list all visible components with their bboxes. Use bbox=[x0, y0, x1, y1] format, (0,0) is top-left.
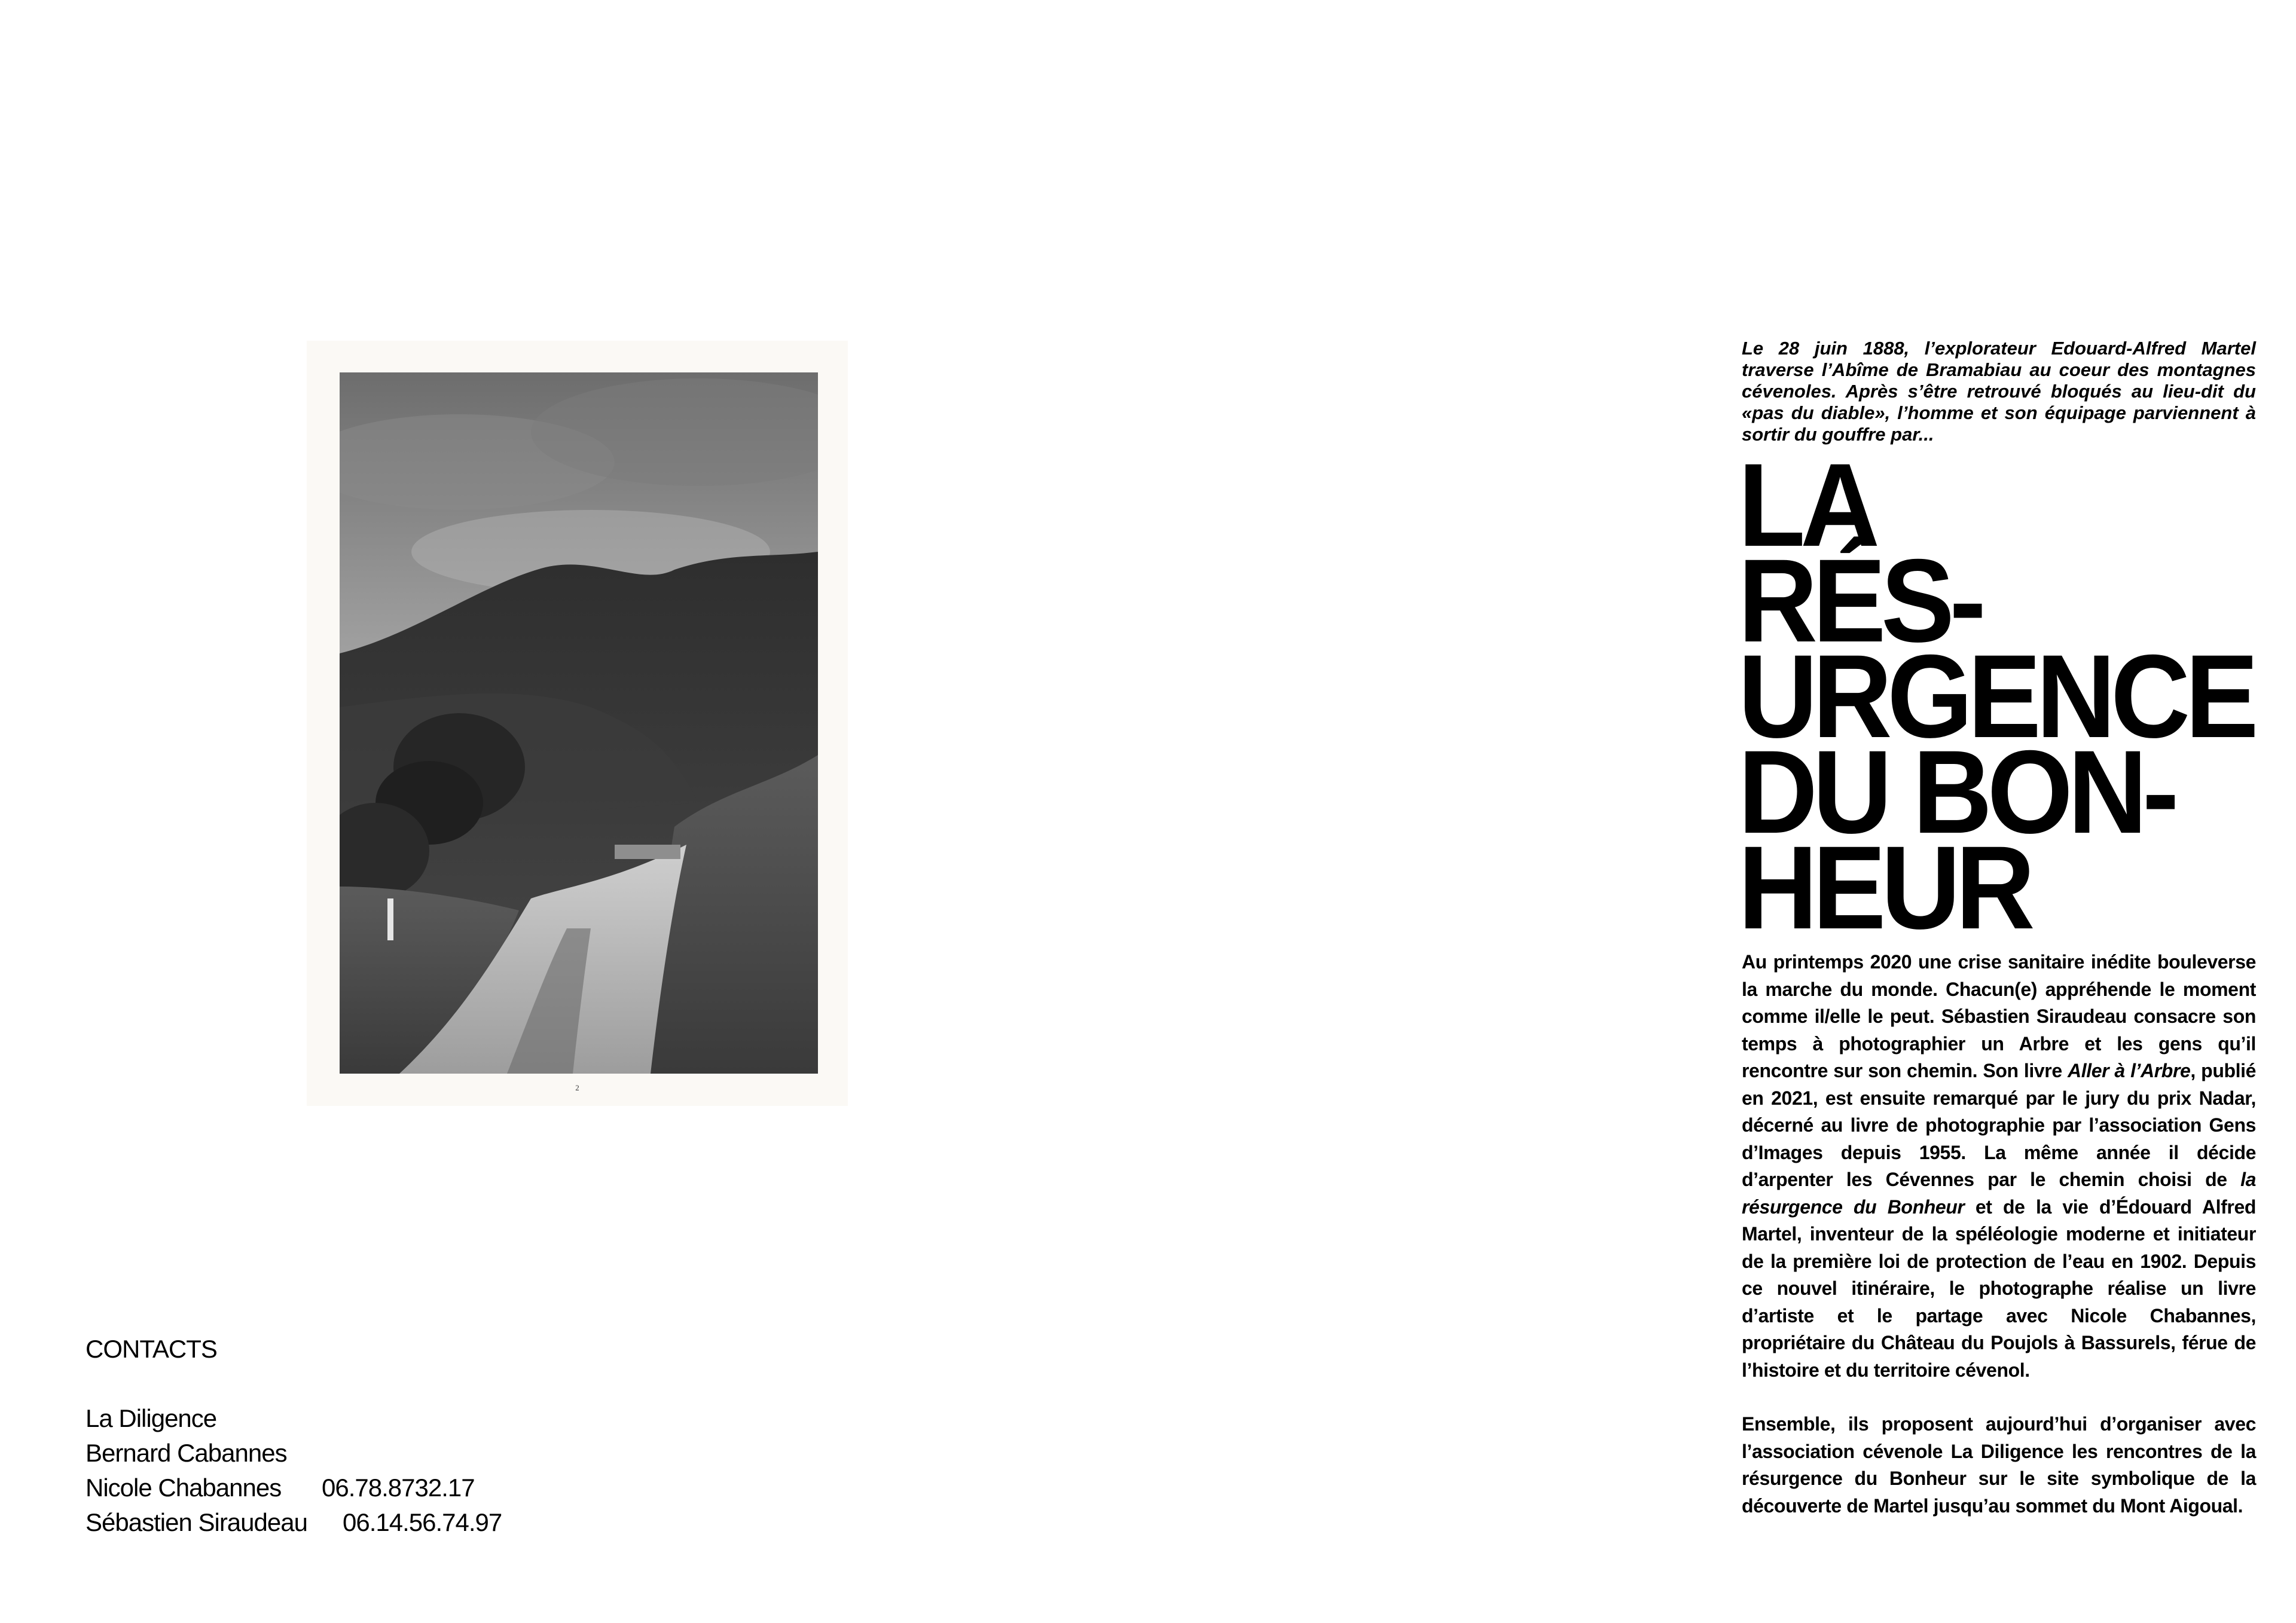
title-line-2: RÉS- bbox=[1738, 534, 1981, 667]
title-line-5: HEUR bbox=[1738, 821, 2031, 953]
title-line-1: LA bbox=[1738, 439, 1875, 571]
contacts-block bbox=[86, 1332, 624, 1540]
title-line-3: URGENCE bbox=[1738, 630, 2254, 762]
article-body bbox=[1742, 949, 2256, 1520]
body-p1-part-c: et de la vie d’Édouard Alfred Martel, inventeur de la spéléologie moderne et initiateur de la première loi de protection de l’eau en 1902. Depuis ce nouvel itinéraire, le photographe réalise un livre d’artiste et le partage avec Nicole Chabannes, propriétaire du Château du Poujols à Bassurels, férue de l’histoire et du territoire cévenol. bbox=[1742, 1196, 2256, 1381]
title-line-4: DU BON- bbox=[1738, 726, 2175, 858]
book-title: Aller à l’Arbre bbox=[2068, 1060, 2191, 1081]
landscape-photo bbox=[340, 372, 818, 1074]
path-name: la résurgence du Bonheur bbox=[1742, 1169, 2256, 1218]
page-number: 2 bbox=[575, 1083, 579, 1092]
body-paragraph-1 bbox=[1742, 949, 2256, 1384]
contact-phone-nicole[interactable]: 06.78.8732.17 bbox=[322, 1474, 475, 1502]
article-intro: Le 28 juin 1888, l’explorateur Edouard-Alfred Martel traverse l’Abîme de Bramabiau au coeur des montagnes cévenoles. Après s’être retrouvé bloqués au lieu-dit du «pas du diable», l’homme et son équipage parviennent à sortir du gouffre par... bbox=[1742, 338, 2256, 445]
article-title bbox=[1738, 439, 2254, 953]
contact-person-sebastien: Sébastien Siraudeau bbox=[86, 1508, 307, 1536]
contact-person-bernard: Bernard Cabannes bbox=[86, 1439, 287, 1467]
body-paragraph-2: Ensemble, ils proposent aujourd’hui d’organiser avec l’association cévenole La Diligence les rencontres de la résurgence du Bonheur sur le site symbolique de la découverte de Martel jusqu’au sommet du Mont Aigoual. bbox=[1742, 1413, 2256, 1517]
contacts-heading: CONTACTS bbox=[86, 1335, 217, 1363]
contact-row-nicole bbox=[86, 1471, 624, 1505]
body-p1-part-b: , publié en 2021, est ensuite remarqué par le jury du prix Nadar, décerné au livre de photographie par l’association Gens d’Images depuis 1955. La même année il décide d’arpenter les Cévennes par le chemin choisi de bbox=[1742, 1060, 2256, 1190]
contact-person-nicole: Nicole Chabannes bbox=[86, 1474, 282, 1502]
article-column bbox=[1738, 338, 2256, 1546]
contact-org: La Diligence bbox=[86, 1404, 217, 1432]
photo-card bbox=[307, 341, 848, 1106]
contact-row-sebastien bbox=[86, 1505, 624, 1540]
contact-phone-sebastien[interactable]: 06.14.56.74.97 bbox=[343, 1508, 502, 1536]
body-p1-part-a: Au printemps 2020 une crise sanitaire inédite bouleverse la marche du monde. Chacun(e) appréhende le moment comme il/elle le peut. Sébastien Siraudeau consacre son temps à photographier un Arbre et les gens qu’il rencontre sur son chemin. Son livre bbox=[1742, 951, 2256, 1081]
